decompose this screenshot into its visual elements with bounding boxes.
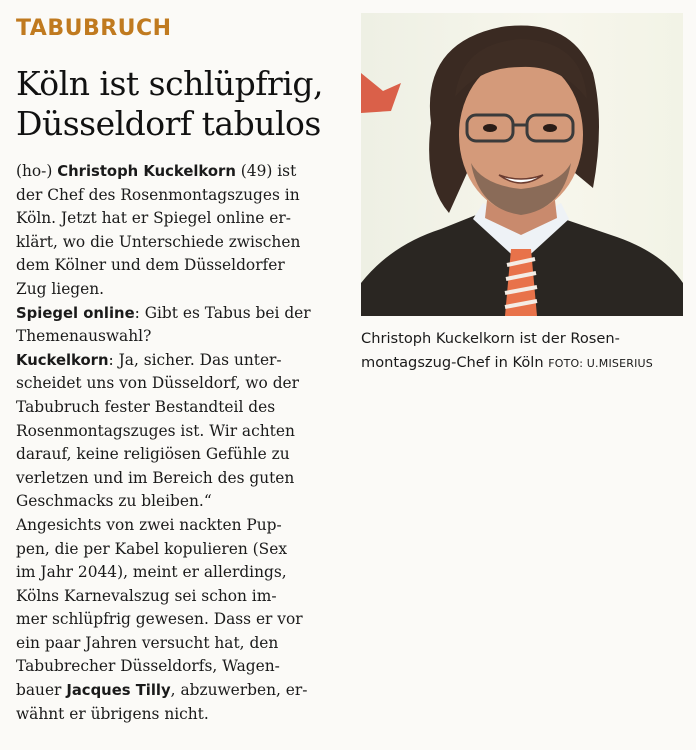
body-text: Rosenmontagszuges ist. Wir achten <box>16 421 295 440</box>
bold-name: Jacques Tilly <box>66 682 171 700</box>
body-text: : Ja, sicher. Das unter- <box>108 350 282 369</box>
headline-line-2: Düsseldorf tabulos <box>16 104 321 143</box>
body-line <box>16 514 338 538</box>
caption-line-2 <box>361 351 691 376</box>
bold-name: Spiegel online <box>16 304 135 322</box>
body-text: Zug liegen. <box>16 279 105 298</box>
body-line <box>16 207 338 231</box>
caption-line-2-text: montagszug-Chef in Köln <box>361 354 544 371</box>
body-line <box>16 349 338 373</box>
body-text: (49) ist <box>235 162 297 180</box>
body-line <box>16 490 338 514</box>
body-text: darauf, keine religiösen Gefühle zu <box>16 445 290 464</box>
body-text: wähnt er übrigens nicht. <box>16 704 209 723</box>
body-line <box>16 184 338 208</box>
kicker-label: TABUBRUCH <box>16 16 172 41</box>
body-text: Themenauswahl? <box>16 327 152 346</box>
body-text: Tabubruch fester Bestandteil des <box>16 397 276 416</box>
body-line <box>16 538 338 562</box>
body-line <box>16 278 338 302</box>
headline <box>16 64 346 144</box>
body-text: Geschmacks zu bleiben.“ <box>16 492 212 511</box>
body-line <box>16 561 338 585</box>
photo-credit: FOTO: U.MISERIUS <box>548 357 653 370</box>
body-line <box>16 254 338 278</box>
body-text: : Gibt es Tabus bei der <box>134 303 311 322</box>
body-line <box>16 160 338 184</box>
body-text: pen, die per Kabel kopulieren (Sex <box>16 539 288 558</box>
body-text: bauer <box>16 681 67 700</box>
body-line <box>16 396 338 420</box>
caption-line-1: Christoph Kuckelkorn ist der Rosen- <box>361 330 620 347</box>
body-text: (ho-) <box>16 162 58 180</box>
body-line <box>16 467 338 491</box>
body-line <box>16 231 338 255</box>
body-line <box>16 372 338 396</box>
body-line <box>16 302 338 326</box>
body-text: dem Kölner und dem Düsseldorfer <box>16 256 285 275</box>
body-line <box>16 608 338 632</box>
portrait-photo <box>361 13 683 316</box>
body-line <box>16 325 338 349</box>
body-line <box>16 632 338 656</box>
body-line <box>16 655 338 679</box>
body-text: , abzuwerben, er- <box>170 681 308 700</box>
body-line <box>16 703 338 727</box>
headline-line-1: Köln ist schlüpfrig, <box>16 64 323 103</box>
body-text: Kölns Karnevalszug sei schon im- <box>16 586 277 605</box>
body-text: Angesichts von zwei nackten Pup- <box>16 515 282 534</box>
bold-name: Kuckelkorn <box>16 351 109 369</box>
body-text: der Chef des Rosenmontagszuges in <box>16 185 300 204</box>
body-line <box>16 443 338 467</box>
body-text: Köln. Jetzt hat er Spiegel online er- <box>16 209 291 228</box>
body-text: im Jahr 2044), meint er allerdings, <box>16 563 287 582</box>
body-line <box>16 679 338 703</box>
body-text: ein paar Jahren versucht hat, den <box>16 633 279 652</box>
bold-name: Christoph Kuckelkorn <box>57 163 236 180</box>
article-body <box>16 160 338 726</box>
body-text: mer schlüpfrig gewesen. Dass er vor <box>16 610 303 629</box>
body-text: Tabubrecher Düsseldorfs, Wagen- <box>16 657 280 676</box>
body-text: klärt, wo die Unterschiede zwischen <box>16 232 301 251</box>
portrait-illustration <box>361 13 683 316</box>
body-text: scheidet uns von Düsseldorf, wo der <box>16 374 300 393</box>
body-line <box>16 585 338 609</box>
photo-caption <box>361 327 691 376</box>
body-line <box>16 420 338 444</box>
body-text: verletzen und im Bereich des guten <box>16 468 295 487</box>
